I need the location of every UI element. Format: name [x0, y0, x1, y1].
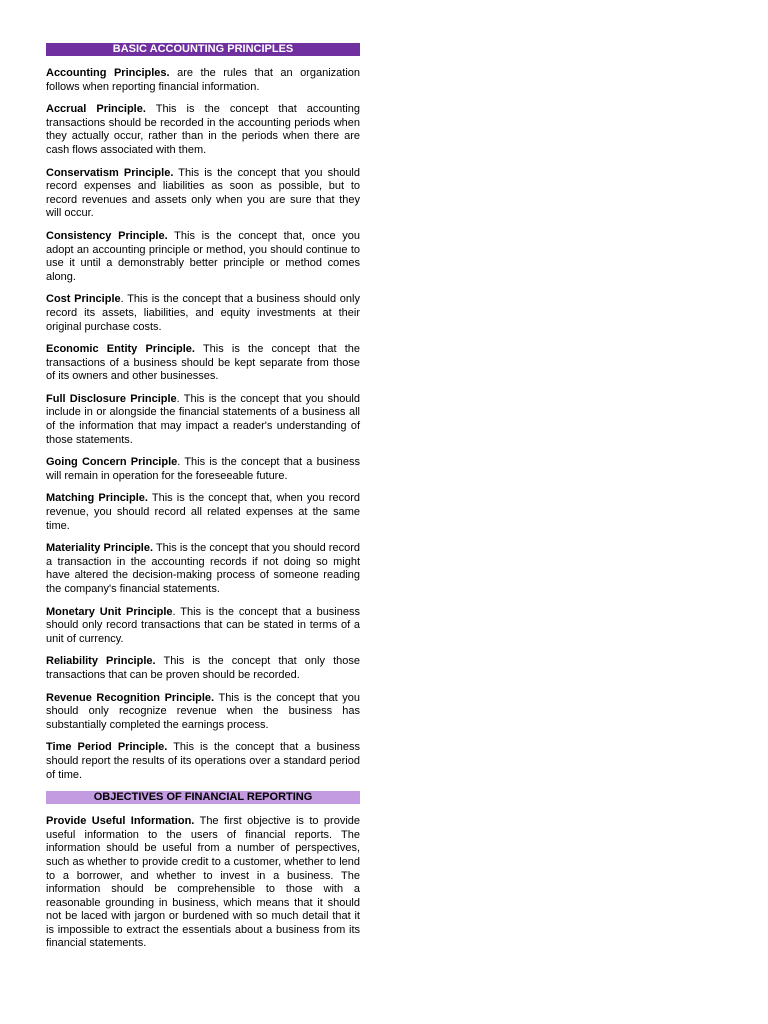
section-heading-financial-reporting: OBJECTIVES OF FINANCIAL REPORTING [46, 791, 360, 804]
definition: This is the concept that accounting transactions should be recorded in the accounting periods when they actually occur, rather than in the periods when there are cash flows associated with them. [46, 103, 360, 156]
paragraph-materiality-principle [46, 542, 360, 596]
paragraph-economic-entity-principle [46, 343, 360, 384]
paragraph-provide-useful-information [46, 815, 360, 951]
section-heading-basic-principles: BASIC ACCOUNTING PRINCIPLES [46, 43, 360, 56]
definition: The first objective is to provide useful information to the users of financial reports. The information should be useful from a number of perspectives, such as whether to provide credit to a customer, whether to lend to a borrower, and whether to invest in a business. The information should be comprehensible to those with a reasonable grounding in business, which means that it should not be laced with jargon or burdened with so much detail that it is impossible to extract the essentials about a business from its financial statements. [46, 815, 360, 950]
paragraph-cost-principle [46, 293, 360, 334]
term: Economic Entity Principle. [46, 343, 195, 356]
definition: This is the concept that you should record expenses and liabilities as soon as possible, but to record revenues and assets only when you are sure that they will occur. [46, 166, 360, 220]
definition: . This is the concept that you should include in or alongside the financial statements of a business all of the information that may impact a reader's understanding of those statements. [46, 392, 360, 446]
term: Matching Principle. [46, 492, 148, 505]
paragraph-reliability-principle [46, 655, 360, 682]
term: Provide Useful Information. [46, 815, 195, 828]
definition: This is the concept that you should record a transaction in the accounting records if not doing so might have altered the decision-making process of someone reading the company's financial statements. [46, 542, 360, 595]
paragraph-conservatism-principle [46, 167, 360, 221]
term: Cost Principle [46, 293, 121, 306]
term: Time Period Principle. [46, 741, 168, 754]
term: Reliability Principle. [46, 655, 156, 668]
paragraph-accrual-principle [46, 103, 360, 157]
paragraph-revenue-recognition-principle [46, 692, 360, 733]
term: Consistency Principle. [46, 229, 168, 242]
term: Full Disclosure Principle [46, 392, 177, 405]
term: Conservatism Principle. [46, 166, 174, 179]
paragraph-going-concern-principle [46, 456, 360, 483]
definition: are the rules that an organization follows when reporting financial information. [46, 67, 360, 93]
definition: . This is the concept that a business should only record transactions that can be stated in terms of a unit of currency. [46, 605, 360, 645]
term: Going Concern Principle [46, 456, 178, 469]
definition: This is the concept that the transactions of a business should be kept separate from those of its owners and other businesses. [46, 343, 360, 383]
term: Accrual Principle. [46, 103, 146, 116]
paragraph-matching-principle [46, 492, 360, 533]
paragraph-monetary-unit-principle [46, 606, 360, 647]
term: Monetary Unit Principle [46, 605, 173, 618]
paragraph-accounting-principles [46, 67, 360, 94]
definition: This is the concept that, when you record revenue, you should record all related expenses at the same time. [46, 492, 360, 532]
definition: This is the concept that you should only recognize revenue when the business has substantially completed the earnings process. [46, 691, 360, 731]
definition: This is the concept that only those transactions that can be proven should be recorded. [46, 655, 360, 681]
term: Materiality Principle. [46, 542, 154, 555]
text-column [46, 43, 360, 951]
definition: This is the concept that a business should report the results of its operations over a standard period of time. [46, 741, 360, 781]
paragraph-full-disclosure-principle [46, 393, 360, 447]
paragraph-consistency-principle [46, 230, 360, 284]
definition: . This is the concept that a business will remain in operation for the foreseeable future. [46, 456, 360, 482]
paragraph-time-period-principle [46, 741, 360, 782]
definition: . This is the concept that a business should only record its assets, liabilities, and equity investments at their original purchase costs. [46, 293, 360, 333]
definition: This is the concept that, once you adopt an accounting principle or method, you should continue to use it until a demonstrably better principle or method comes along. [46, 229, 361, 283]
term: Accounting Principles. [46, 67, 170, 79]
term: Revenue Recognition Principle. [46, 691, 215, 704]
